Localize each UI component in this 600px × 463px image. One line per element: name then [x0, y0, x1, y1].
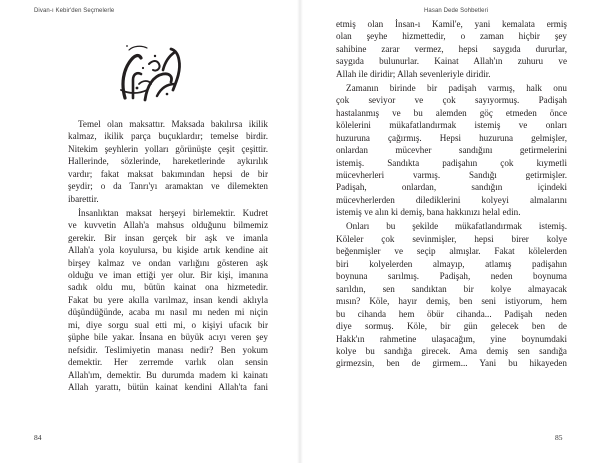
text-line: boynuna sarılmış. Padişah, neden boynuma	[336, 271, 567, 282]
text-line: kölelerini mükafatlandırmak istemiş ve onları	[336, 120, 567, 131]
text-line: demektir. Her zerremde varlık olan sensin	[68, 357, 268, 368]
right-page-number: 85	[555, 433, 563, 442]
text-line: sadık oldu mu, bütün kainat ona hizmetedir.	[68, 282, 268, 293]
text-line: sarıldın, sen sandıktan bir kolye almayacak	[336, 283, 567, 294]
text-line: Fakat bu yere akılla varılmaz, insan kendi aklıyla	[68, 294, 268, 305]
text-line: beğenmişler ve seçip almışlar. Fakat kölelerden	[336, 246, 567, 257]
calligraphy-emblem	[103, 40, 199, 104]
text-line: Nitekim şeyhlerin yolları görünüşte çeşit çeşittir.	[68, 143, 268, 154]
text-line: Hakk'ın rahmetine ulaşacağım, yine boynumdaki	[336, 333, 567, 344]
text-line: mücevherlerden dilediklerini kolyeyi almalarını	[336, 194, 567, 205]
text-line: Zamanın birinde bir padişah varmış, halk onu	[346, 82, 567, 93]
right-paragraph	[336, 82, 567, 219]
left-paragraph	[68, 207, 268, 394]
text-line: nefsidir. Teslimiyetin manası nedir? Ben yokum	[68, 344, 268, 355]
text-line: Allah ile diridir; Allah sevenleriyle diridir.	[336, 68, 491, 79]
text-line: olan şeyhe hizmettedir, o zaman hiçbir şey	[336, 31, 567, 42]
text-line: Köleler çok sevinmişler, hepsi birer kolye	[336, 233, 567, 244]
text-line: mısın? Köle, hayır demiş, ben seni istiyorum, hem	[336, 296, 567, 307]
right-paragraph	[336, 18, 567, 80]
text-line: sahibine zarar vermez, hepsi saygıda dururlar,	[336, 43, 567, 54]
text-line: çok seviyor ve çok sayıyormuş. Padişah	[336, 95, 567, 106]
text-line: Allah'ım, demektir. Bu durumda madem ki kainatı	[68, 369, 268, 380]
left-page-number: 84	[34, 433, 42, 442]
text-line: şüphe bile yakar. İnsana en büyük acıyı veren şey	[68, 332, 268, 343]
text-line: İnsanlıktan maksat herşeyi birlemektir. Kudret	[78, 207, 268, 218]
text-line: girmezsin, ben de girmem... Yani bu hikayeden	[336, 358, 567, 369]
right-page	[300, 0, 600, 463]
text-line: Onları bu şekilde mükafatlandırmak istemiş.	[346, 221, 567, 232]
right-page-body	[336, 18, 567, 371]
text-line: onlardan mücevher sandığını getirmelerini	[336, 145, 567, 156]
text-line: biri kolyelerden almayıp, atlamış padişahın	[336, 258, 567, 269]
right-paragraph	[336, 220, 567, 369]
text-line: hastalanmış ve bu alemden göç etmeden önce	[336, 107, 567, 118]
left-paragraph	[68, 118, 268, 205]
left-page-body	[68, 118, 268, 395]
text-line: bu cihanda hem öbür cihanda... Padişah neden	[336, 308, 567, 319]
text-line: istemiş. Sandıkta padişahın çok kıymetli	[336, 157, 567, 168]
text-line: şeydir; o da Tanrı'yı aramaktan ve dilemekten	[68, 181, 268, 192]
text-line: ve kuvvetin Allah'a mahsus olduğunu bilmemiz	[68, 220, 268, 231]
right-running-head: Hasan Dede Sohbetleri	[424, 8, 489, 14]
text-line: mi, diye sorgu sual etti mi, o kişiyi ufacık bir	[68, 319, 268, 330]
left-running-head: Divan-ı Kebir'den Seçmelerle	[34, 8, 115, 14]
text-line: huzuruna çağırmış. Hepsi huzuruna gelmişler,	[336, 132, 567, 143]
text-line: gerekir. Bir insan gerçek bir aşk ve imanla	[68, 232, 268, 243]
text-line: Hallerinde, sözlerinde, hareketlerinde aykırılık	[68, 156, 268, 167]
text-line: düşündüğünde, acaba mı nasıl mı neden mi niçin	[68, 307, 268, 318]
text-line: kalmaz, ikilik parça buçuklardır; temelse birdir.	[68, 131, 268, 142]
text-line: Temel olan maksattır. Maksada bakılırsa ikilik	[78, 119, 268, 129]
text-line: saygıda bulunurlar. Kainat Allah'ın zuhuru ve	[336, 56, 567, 67]
text-line: istemiş ve alın ki demiş, bana hakkınızı helal edin.	[336, 207, 521, 218]
text-line: olduğu ve iman ettiği yer olur. Bir kişi, imanına	[68, 270, 268, 281]
text-line: kolye bu sandığa girecek. Ama demiş sen sandığa	[336, 345, 567, 356]
text-line: Allah'a yola koyulursa, bu kişide artık kendine ait	[68, 245, 268, 256]
text-line: vardır; fakat maksat bakımından hepsi de bir	[68, 168, 268, 179]
text-line: etmiş olan İnsan-ı Kamil'e, yani kemalata ermiş	[336, 19, 567, 29]
text-line: Allah yarattı, bütün kainat kendini Allah'ta fani	[68, 382, 268, 393]
text-line: mücevherleri varmış. Sandığı getirmişler.	[336, 170, 567, 181]
text-line: birşey kalmaz ve ondan varlığını gösteren aşk	[68, 257, 268, 268]
text-line: diye sormuş. Köle, bir gün gelecek ben de	[336, 321, 567, 332]
text-line: ibarettir.	[68, 193, 99, 204]
text-line: Padişah, onlardan, sandığın içindeki	[336, 182, 567, 193]
